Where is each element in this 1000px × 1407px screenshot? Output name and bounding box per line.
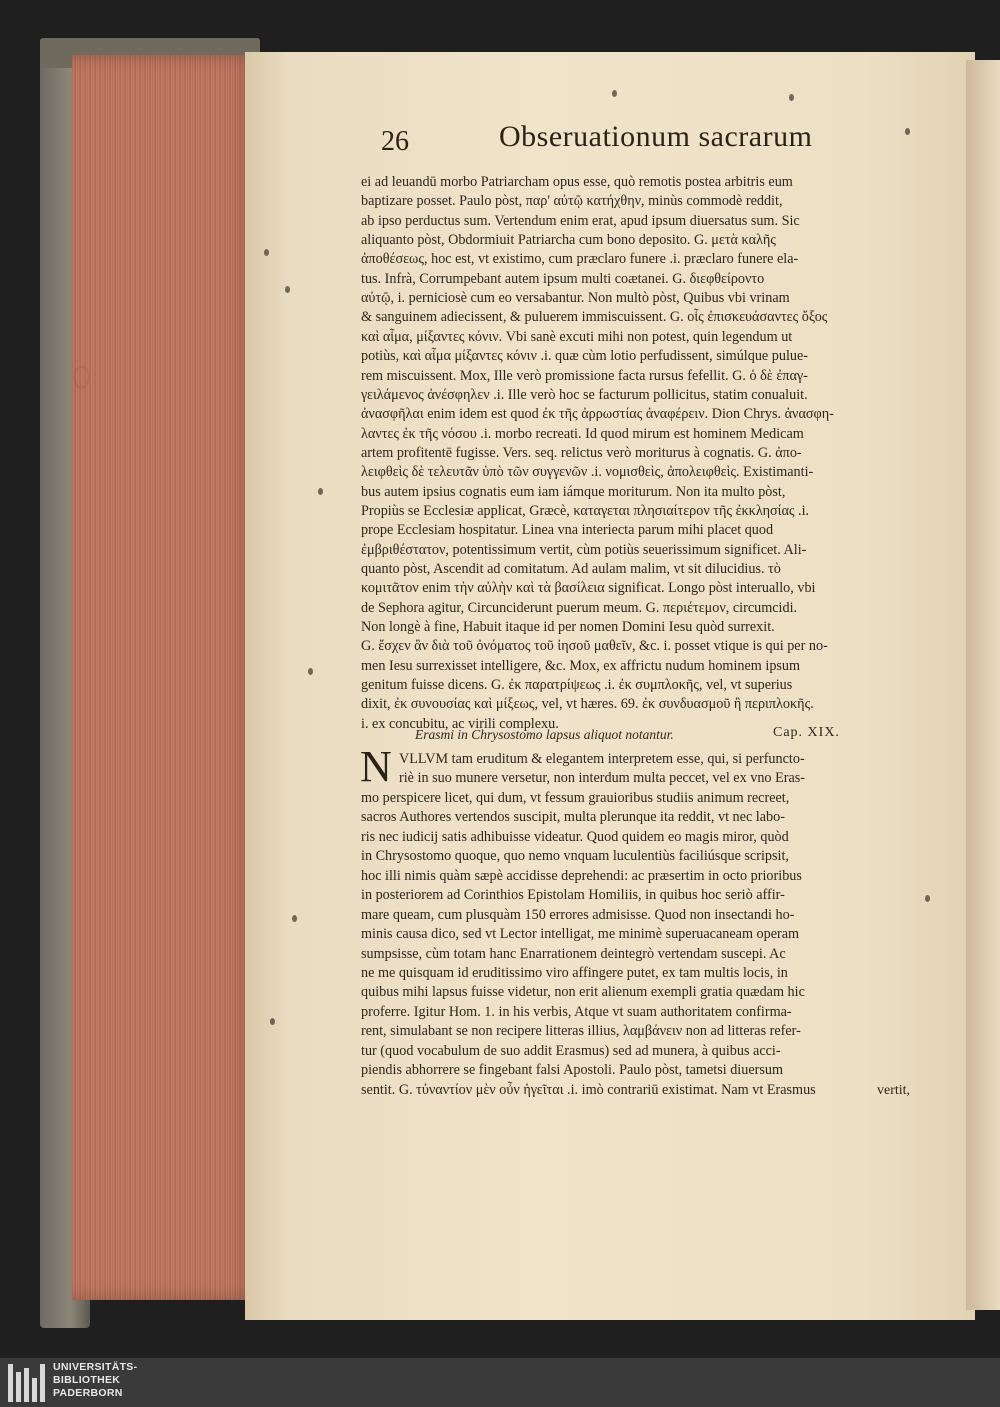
drop-capital: N — [360, 742, 392, 791]
text-line: G. ἔσχεν ἂν διὰ τοῦ ὀνόματος τοῦ ἰησοῦ μαθεῖν, &c. i. posset vtique is qui per no- — [361, 638, 828, 655]
text-line: ἐμβριθέστατον, potentissimum vertit, cùm potiùs seuerissimum significet. Ali- — [361, 541, 807, 558]
wormhole — [905, 128, 910, 135]
text-line: ei ad leuandū morbo Patriarcham opus esse, quò remotis postea arbitris eum — [361, 174, 793, 190]
text-line: ne me quisquam id eruditissimo viro affingere putet, ex tam multis locis, in — [361, 964, 788, 981]
text-line: in Chrysostomo quoque, quo nemo vnquam luculentiùs faciliúsque scripsit, — [361, 848, 789, 865]
text-line: prope Ecclesiam hospitatur. Linea vna interiecta parum mihi placet quod — [361, 522, 774, 539]
section-caption: Erasmi in Chrysostomo lapsus aliquot notantur. — [415, 727, 674, 742]
text-line: de Sephora agitur, Circunciderunt puerum meum. G. περιέτεμον, circumcidi. — [361, 599, 798, 616]
text-line: ἀποθέσεως, hoc est, vt existimo, cum præclaro funere .i. præclaro funere ela- — [361, 251, 799, 268]
text-line: bus autem ipsius cognatis eum iam iámque moriturum. Non ita multo pòst, — [361, 483, 786, 500]
text-line: λειφθεὶς δὲ τελευτᾶν ὑπὸ τῶν συγγενῶν .i. νομισθεὶς, ἀπολειφθεὶς. Existimanti- — [361, 464, 814, 481]
text-line: Non longè à fine, Habuit itaque id per nomen Domini Iesu quòd surrexit. — [361, 619, 775, 636]
text-line: κομιτᾶτον enim τὴν αὐλὴν καὶ τὰ βασίλεια significat. Longo pòst interuallo, vbi — [361, 580, 816, 597]
text-line: in posteriorem ad Corinthios Epistolam Homiliis, in quibus hoc seriò affir- — [361, 887, 785, 904]
text-line: quanto pòst, Ascendit ad comitatum. Ad aulam malim, vt sit dilucidius. τὸ — [361, 561, 781, 577]
text-line: Propiùs se Ecclesiæ applicat, Græcè, καταγεται πλησιαίτερον τῆς ἐκκλησίας .i. — [361, 502, 810, 519]
library-logo-icon — [8, 1364, 48, 1402]
chapter-heading: Cap. XIX. — [773, 725, 840, 740]
text-line: sentit. G. τὐναντίον μὲν οὖν ἡγεῖται .i. imò contrariū existimat. Nam vt Erasmus — [361, 1081, 816, 1098]
facing-page-edge — [966, 60, 1000, 1310]
library-name-line2: BIBLIOTHEK — [53, 1374, 121, 1386]
wormhole — [270, 1018, 275, 1025]
text-line: men Iesu surrexisset intelligere, &c. Mox, ex affrictu nudum hominem ipsum — [361, 657, 801, 674]
text-line: mo perspicere licet, qui dum, vt fessum grauioribus studiis animum recreet, — [361, 789, 790, 806]
text-line: hoc illi nimis quàm sæpè accidisse deprehendi: ac præsertim in octo prioribus — [361, 867, 802, 884]
catchword: vertit, — [877, 1083, 911, 1098]
text-line: sacros Authores vertendos suscipit, multa plerunque ita reddit, vt nec labo- — [361, 809, 785, 826]
wormhole — [285, 286, 290, 293]
wormhole — [925, 895, 930, 902]
wormhole — [308, 668, 313, 675]
text-line: γειλάμενος ἀνέσφηλεν .i. Ille verò hoc se facturum pollicitus, statim conualuit. — [361, 386, 808, 403]
text-line: tus. Infrà, Corrumpebant autem ipsum multi coætanei. G. διεφθείροντο — [361, 270, 765, 287]
page-edges — [72, 55, 257, 1300]
text-line: genitum fuisse dicens. G. ἐκ παρατρίψεως .i. ἐκ συμπλοκῆς, vel, vt superius — [361, 677, 793, 694]
text-line: καὶ αἷμα, μίξαντες κόνιν. Vbi sanè excuti mihi non potest, quin legendum ut — [361, 328, 793, 345]
ink-bleed-through: ◦ — [65, 333, 99, 426]
text-line: aliquanto pòst, Obdormiuit Patriarcha cum bono deposito. G. μετὰ καλῆς — [361, 232, 776, 249]
wormhole — [318, 488, 323, 495]
text-line: tur (quod vocabulum de suo addit Erasmus) sed ad munera, à quibus acci- — [361, 1042, 781, 1059]
text-line: ab ipso perductus sum. Vertendum enim erat, apud ipsum diuersatus sum. Sic — [361, 212, 800, 229]
text-line: ris nec iudicij satis adhibuisse videatur. Quod quidem eo magis miror, quòd — [361, 828, 789, 845]
text-line: αὐτῷ, i. perniciosè cum eo versabantur. Non multò pòst, Quibus vbi vrinam — [361, 290, 790, 307]
text-line: proferre. Igitur Hom. 1. in his verbis, Atque vt suam authoritatem confirma- — [361, 1003, 792, 1020]
text-line: dixit, ἐκ συνουσίας καὶ μίξεως, vel, vt hæres. 69. ἐκ συνδυασμοῦ ἢ περιπλοκῆς. — [361, 696, 814, 713]
wormhole — [292, 915, 297, 922]
library-name-line3: PADERBORN — [53, 1387, 123, 1399]
running-head — [381, 120, 831, 164]
wormhole — [612, 90, 617, 97]
text-line: ἀνασφῆλαι enim idem est quod ἐκ τῆς ἀρρωστίας ἀναφέρειν. Dion Chrys. ἀνασφη- — [361, 406, 834, 423]
text-line: sumpsisse, cùm totam hanc Enarrationem deintegrò vertendam suscepi. Ac — [361, 945, 786, 962]
text-line: rem miscuissent. Mox, Ille verò promissione facta rursus fefellit. G. ὁ δὲ ἐπαγ- — [361, 367, 808, 384]
library-name — [53, 1361, 137, 1400]
library-footer — [0, 1358, 1000, 1407]
wormhole — [789, 94, 794, 101]
text-line: riè in suo munere versetur, non interdum multa peccet, vel ex vno Eras- — [399, 770, 806, 787]
text-line: artem profitentē fugisse. Vers. seq. relictus verò moriturus à cognatis. G. ἀπο- — [361, 444, 802, 461]
text-line: VLLVM tam eruditum & elegantem interpretem esse, qui, si perfuncto- — [399, 751, 805, 767]
text-line: piendis abhorrere se fingebant falsi Apostoli. Paulo pòst, tametsi diuersum — [361, 1062, 784, 1079]
text-line: rent, simulabant se non recipere litteras illius, λαμβάνειν non ad litteras refer- — [361, 1023, 801, 1040]
running-title: Obseruationum sacrarum — [499, 120, 813, 153]
text-line: mare queam, cum plusquàm 150 errores admisisse. Quod non insectandi ho- — [361, 906, 795, 923]
text-line: baptizare posset. Paulo pòst, παρ' αὐτῷ κατήχθην, minùs commodè reddit, — [361, 193, 783, 210]
text-line: quibus mihi lapsus fuisse videtur, non erit alienum exempli gratia quædam hic — [361, 984, 805, 1001]
page-number: 26 — [381, 126, 409, 157]
text-line: potiùs, καὶ αἷμα μίξαντες κόνιν .i. quæ cùm lotio perfudissent, simúlque pulue- — [361, 348, 809, 365]
wormhole — [264, 249, 269, 256]
text-line: minis causa dico, sed vt Lector intelligat, me minimè superuacaneam operam — [361, 926, 800, 943]
text-line: i. ex concubitu, ac virili complexu. — [361, 715, 559, 732]
text-line: λαντες ἐκ τῆς νόσου .i. morbo recreati. Id quod mirum est hominem Medicam — [361, 425, 804, 442]
text-line: & sanguinem adiecissent, & puluerem immiscuissent. G. οἷς ἐπισκευάσαντες ὄξος — [361, 309, 828, 326]
library-name-line1: UNIVERSITÄTS- — [53, 1361, 138, 1373]
